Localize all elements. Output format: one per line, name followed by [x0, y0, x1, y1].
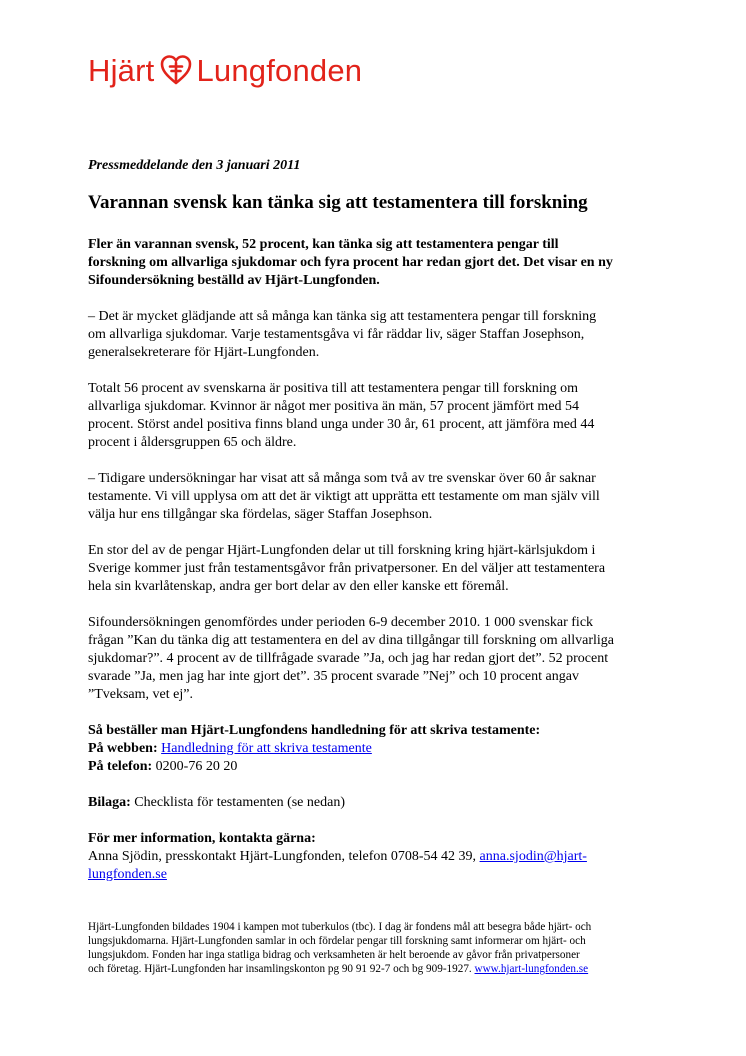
contact-line [88, 848, 668, 866]
order-web-label: På webben: [88, 741, 158, 756]
logo [88, 50, 362, 90]
text-line: frågan ”Kan du tänka dig att testamentera en del av dina tillgångar till forskning om allvarliga [88, 633, 614, 648]
order-heading: Så beställer man Hjärt-Lungfondens handledning för att skriva testamente: [88, 723, 541, 738]
attachment-label: Bilaga: [88, 795, 131, 810]
footer-line: lungsjukdomarna. Hjärt-Lungfonden samlar in och fördelar pengar till forskning samt informerar om hjärt- och [88, 935, 586, 947]
text-line: procent. Störst andel positiva finns bland unga under 30 år, 61 procent, att jämföra med 44 [88, 417, 595, 432]
logo-word-left: Hjärt [88, 52, 155, 88]
paragraph-donations [88, 542, 668, 596]
order-section [88, 722, 668, 776]
footer-line: Hjärt-Lungfonden bildades 1904 i kampen mot tuberkulos (tbc). I dag är fondens mål att besegra både hjärt- och [88, 921, 592, 933]
text-line: procent i åldersgruppen 65 och äldre. [88, 435, 297, 450]
text-line: – Det är mycket glädjande att så många kan tänka sig att testamentera pengar till forskning [88, 309, 597, 324]
paragraph-quote-2 [88, 470, 668, 524]
lead-line: Fler än varannan svensk, 52 procent, kan tänka sig att testamentera pengar till [88, 237, 559, 252]
handbook-link[interactable]: Handledning för att skriva testamente [161, 741, 372, 756]
text-line: sjukdomar?”. 4 procent av de tillfrågade svarade ”Ja, och jag har redan gjort det”. 52 procent [88, 651, 609, 666]
paragraph-quote-1 [88, 308, 668, 362]
text-line: om allvarliga sjukdomar. Varje testamentsgåva vi får räddar liv, säger Staffan Josephson, [88, 327, 585, 342]
contact-section [88, 830, 668, 884]
press-release-date: Pressmeddelande den 3 januari 2011 [88, 158, 301, 173]
text-line: generalsekreterare för Hjärt-Lungfonden. [88, 345, 320, 360]
text-line: testamente. Vi vill upplysa om att det är viktigt att upprätta ett testamente om man själv vill [88, 489, 600, 504]
lead-line: Sifoundersökning beställd av Hjärt-Lungfonden. [88, 273, 380, 288]
footer [88, 920, 668, 976]
heart-cross-icon [160, 54, 192, 86]
paragraph-statistics [88, 380, 668, 452]
text-line: svarade ”Ja, men jag har inte gjort det”. 35 procent svarade ”Nej” och 10 procent angav [88, 669, 579, 684]
contact-email-link[interactable]: anna.sjodin@hjart- [479, 849, 587, 864]
paragraph-survey [88, 614, 668, 704]
order-phone-row [88, 758, 668, 776]
text-line: välja hur ens tillgångar ska fördelas, säger Staffan Josephson. [88, 507, 433, 522]
logo-word-right: Lungfonden [196, 52, 363, 88]
website-link[interactable]: www.hjart-lungfonden.se [474, 963, 589, 975]
text-line: ”Tveksam, vet ej”. [88, 687, 193, 702]
footer-line: lungsjukdom. Fonden har inga statliga bidrag och verksamheten är helt beroende av gåvor från privatpersoner [88, 949, 580, 961]
footer-last-text: och företag. Hjärt-Lungfonden har insamlingskonton pg 90 91 92-7 och bg 909-1927. [88, 963, 472, 975]
order-web-row [88, 740, 668, 758]
contact-email-link-cont[interactable]: lungfonden.se [88, 867, 167, 882]
contact-text: Anna Sjödin, presskontakt Hjärt-Lungfonden, telefon 0708-54 42 39, [88, 849, 477, 864]
text-line: Sverige kommer just från testamentsgåvor från privatpersoner. En del väljer att testamentera [88, 561, 606, 576]
text-line: allvarliga sjukdomar. Kvinnor är något mer positiva än män, 57 procent jämfört med 54 [88, 399, 580, 414]
text-line: hela sin kvarlåtenskap, andra ger bort delar av den eller kanske ett föremål. [88, 579, 509, 594]
text-line: En stor del av de pengar Hjärt-Lungfonden delar ut till forskning kring hjärt-kärlsjukdom i [88, 543, 596, 558]
text-line: Sifoundersökningen genomfördes under perioden 6-9 december 2010. 1 000 svenskar fick [88, 615, 594, 630]
lead-line: forskning om allvarliga sjukdomar och fyra procent har redan gjort det. Det visar en ny [88, 255, 613, 270]
article-body [88, 236, 668, 902]
order-phone-value: 0200-76 20 20 [155, 759, 238, 774]
attachment-value: Checklista för testamenten (se nedan) [134, 795, 345, 810]
order-phone-label: På telefon: [88, 759, 153, 774]
contact-line-2 [88, 866, 668, 884]
attachment-section [88, 794, 668, 812]
contact-heading: För mer information, kontakta gärna: [88, 831, 316, 846]
text-line: Totalt 56 procent av svenskarna är positiva till att testamentera pengar till forskning om [88, 381, 579, 396]
text-line: – Tidigare undersökningar har visat att så många som två av tre svenskar över 60 år saknar [88, 471, 596, 486]
headline: Varannan svensk kan tänka sig att testamentera till forskning [88, 192, 588, 213]
lead-paragraph [88, 236, 668, 290]
footer-line-last [88, 962, 668, 976]
